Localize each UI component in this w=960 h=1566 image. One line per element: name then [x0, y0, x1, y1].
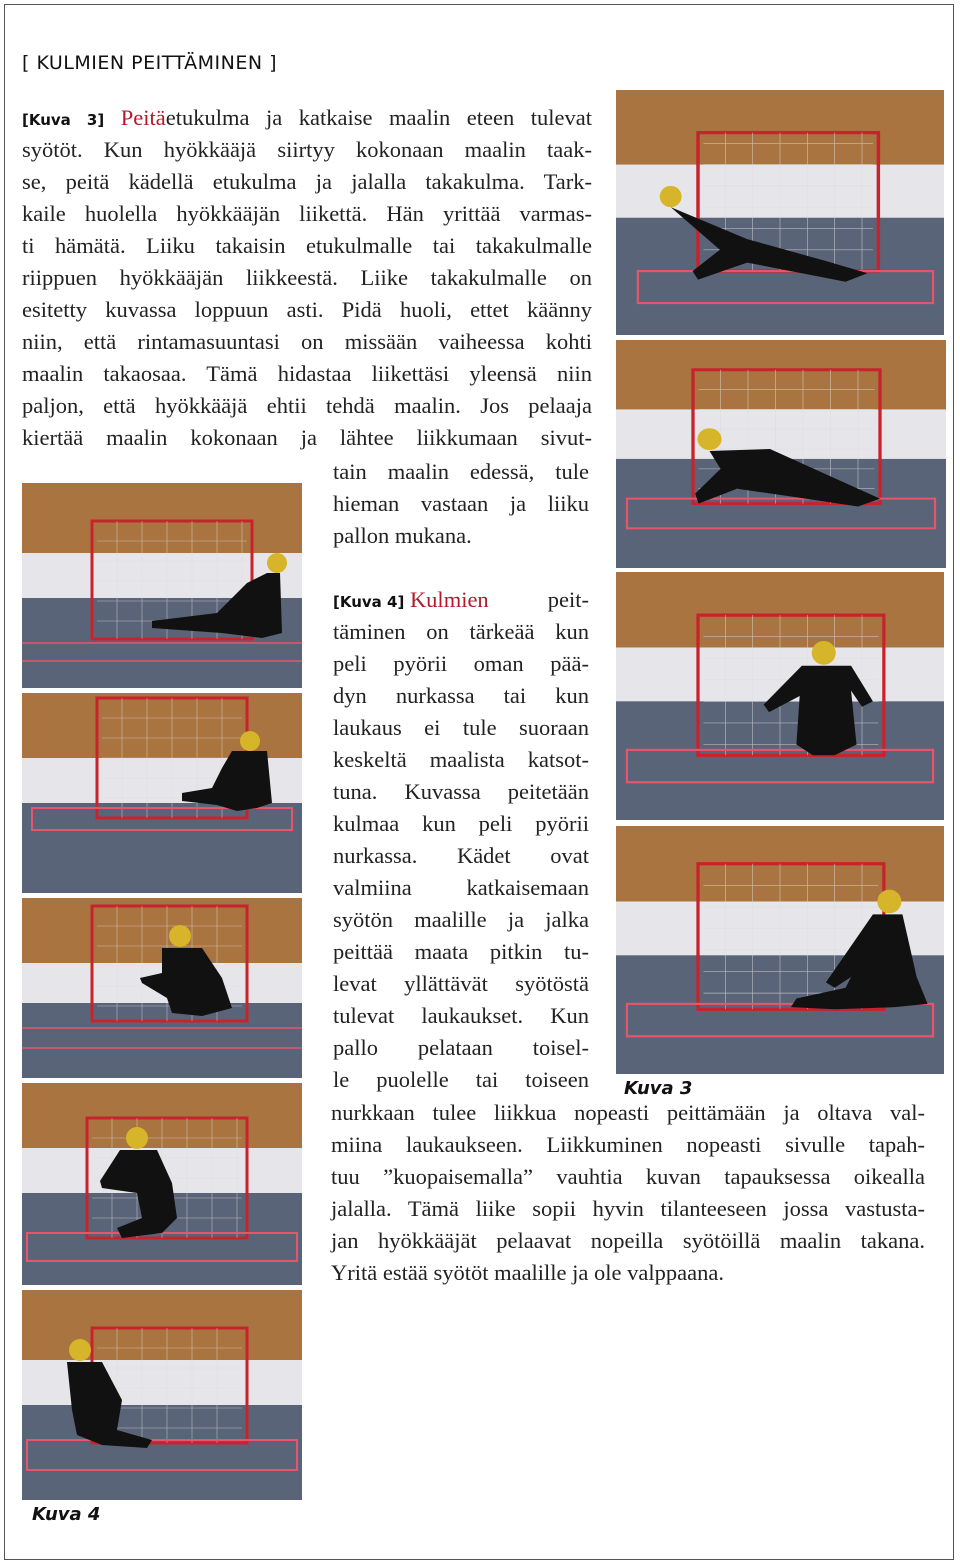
kuva3-caption: Kuva 3: [624, 1078, 693, 1099]
kuva4-line: pallo pelataan toisel-: [333, 1035, 589, 1060]
kuva4-line-0: [Kuva 4] Kulmien peit-: [333, 587, 589, 612]
kuva4-photo-5: [22, 1290, 302, 1500]
kuva4-line: miina laukaukseen. Liikkuminen nopeasti sivulle tapah-: [331, 1132, 925, 1157]
kuva3-line: maalin takaosaa. Tämä hidastaa liikettäsi yleensä niin: [22, 361, 592, 386]
kuva4-line: levat yllättävät syötöstä: [333, 971, 589, 996]
kuva3-line: paljon, että hyökkääjä ehtii tehdä maalin. Jos pelaaja: [22, 393, 592, 418]
kuva4-line: täminen on tärkeää kun: [333, 619, 589, 644]
kuva4-line: tulevat laukaukset. Kun: [333, 1003, 589, 1028]
kuva4-line: le puolelle tai toiseen: [333, 1067, 589, 1092]
kuva4-photo-3: [22, 898, 302, 1078]
kuva3-line: pallon mukana.: [333, 523, 472, 548]
kuva3-photo-3: [616, 572, 944, 820]
kuva4-photo-2: [22, 693, 302, 893]
kuva4-line: syötön maalille ja jalka: [333, 907, 589, 932]
kuva3-line: riippuen hyökkääjän liikkeestä. Liike takakulmalle on: [22, 265, 592, 290]
kuva3-line: hieman vastaan ja liiku: [333, 491, 589, 516]
kuva3-line: tain maalin edessä, tule: [333, 459, 589, 484]
kuva4-line: tuu ”kuopaisemalla” vauhtia kuvan tapauksessa oikealla: [331, 1164, 925, 1189]
kuva3-line: esitetty kuvassa loppuun asti. Pidä huoli, ettet käänny: [22, 297, 592, 322]
kuva3-line: kiertää maalin kokonaan ja lähtee liikkumaan sivut-: [22, 425, 592, 450]
kuva3-photo-1: [616, 90, 944, 335]
kuva4-photo-1: [22, 483, 302, 688]
kuva3-line: syötöt. Kun hyökkääjä siirtyy kokonaan maalin taak-: [22, 137, 592, 162]
kuva4-line: nurkkaan tulee liikkua nopeasti peittämään ja oltava val-: [331, 1100, 925, 1125]
kuva4-line: valmiina katkaisemaan: [333, 875, 589, 900]
kuva3-tag: [Kuva 3]: [22, 111, 105, 129]
kuva3-line-0: [Kuva 3] Peitäetukulma ja katkaise maalin eteen tulevat: [22, 105, 592, 130]
kuva4-highlight: Kulmien: [409, 587, 489, 612]
kuva4-caption: Kuva 4: [32, 1504, 101, 1525]
kuva4-line: nurkassa. Kädet ovat: [333, 843, 589, 868]
kuva3-line: ti hämätä. Liiku takaisin etukulmalle tai takakulmalle: [22, 233, 592, 258]
kuva4-tag: [Kuva 4]: [333, 593, 405, 611]
kuva4-line: jalalla. Tämä liike sopii hyvin tilanteeseen jossa vastusta-: [331, 1196, 925, 1221]
kuva4-line: peli pyörii oman pää-: [333, 651, 589, 676]
kuva4-line: peittää maata pitkin tu-: [333, 939, 589, 964]
kuva4-line: keskeltä maalista katsot-: [333, 747, 589, 772]
kuva3-photo-2: [616, 340, 946, 568]
kuva4-line: tuna. Kuvassa peitetään: [333, 779, 589, 804]
kuva3-line: kaile huolella hyökkääjän liikettä. Hän yrittää varmas-: [22, 201, 592, 226]
kuva4-line: dyn nurkassa tai kun: [333, 683, 589, 708]
kuva4-line: kulmaa kun peli pyörii: [333, 811, 589, 836]
kuva3-line: se, peitä kädellä etukulma ja jalalla takakulma. Tark-: [22, 169, 592, 194]
section-header: [ KULMIEN PEITTÄMINEN ]: [22, 52, 277, 74]
kuva4-photo-4: [22, 1083, 302, 1285]
kuva4-line: jan hyökkääjät pelaavat nopeilla syötöillä maalin takana.: [331, 1228, 925, 1253]
kuva3-highlight: Peitä: [120, 105, 166, 130]
kuva4-line: Yritä estää syötöt maalille ja ole valppaana.: [331, 1260, 724, 1285]
kuva3-photo-4: [616, 826, 944, 1074]
kuva3-line: niin, että rintamasuuntasi on missään vaiheessa kohti: [22, 329, 592, 354]
kuva4-line: laukaus ei tule suoraan: [333, 715, 589, 740]
